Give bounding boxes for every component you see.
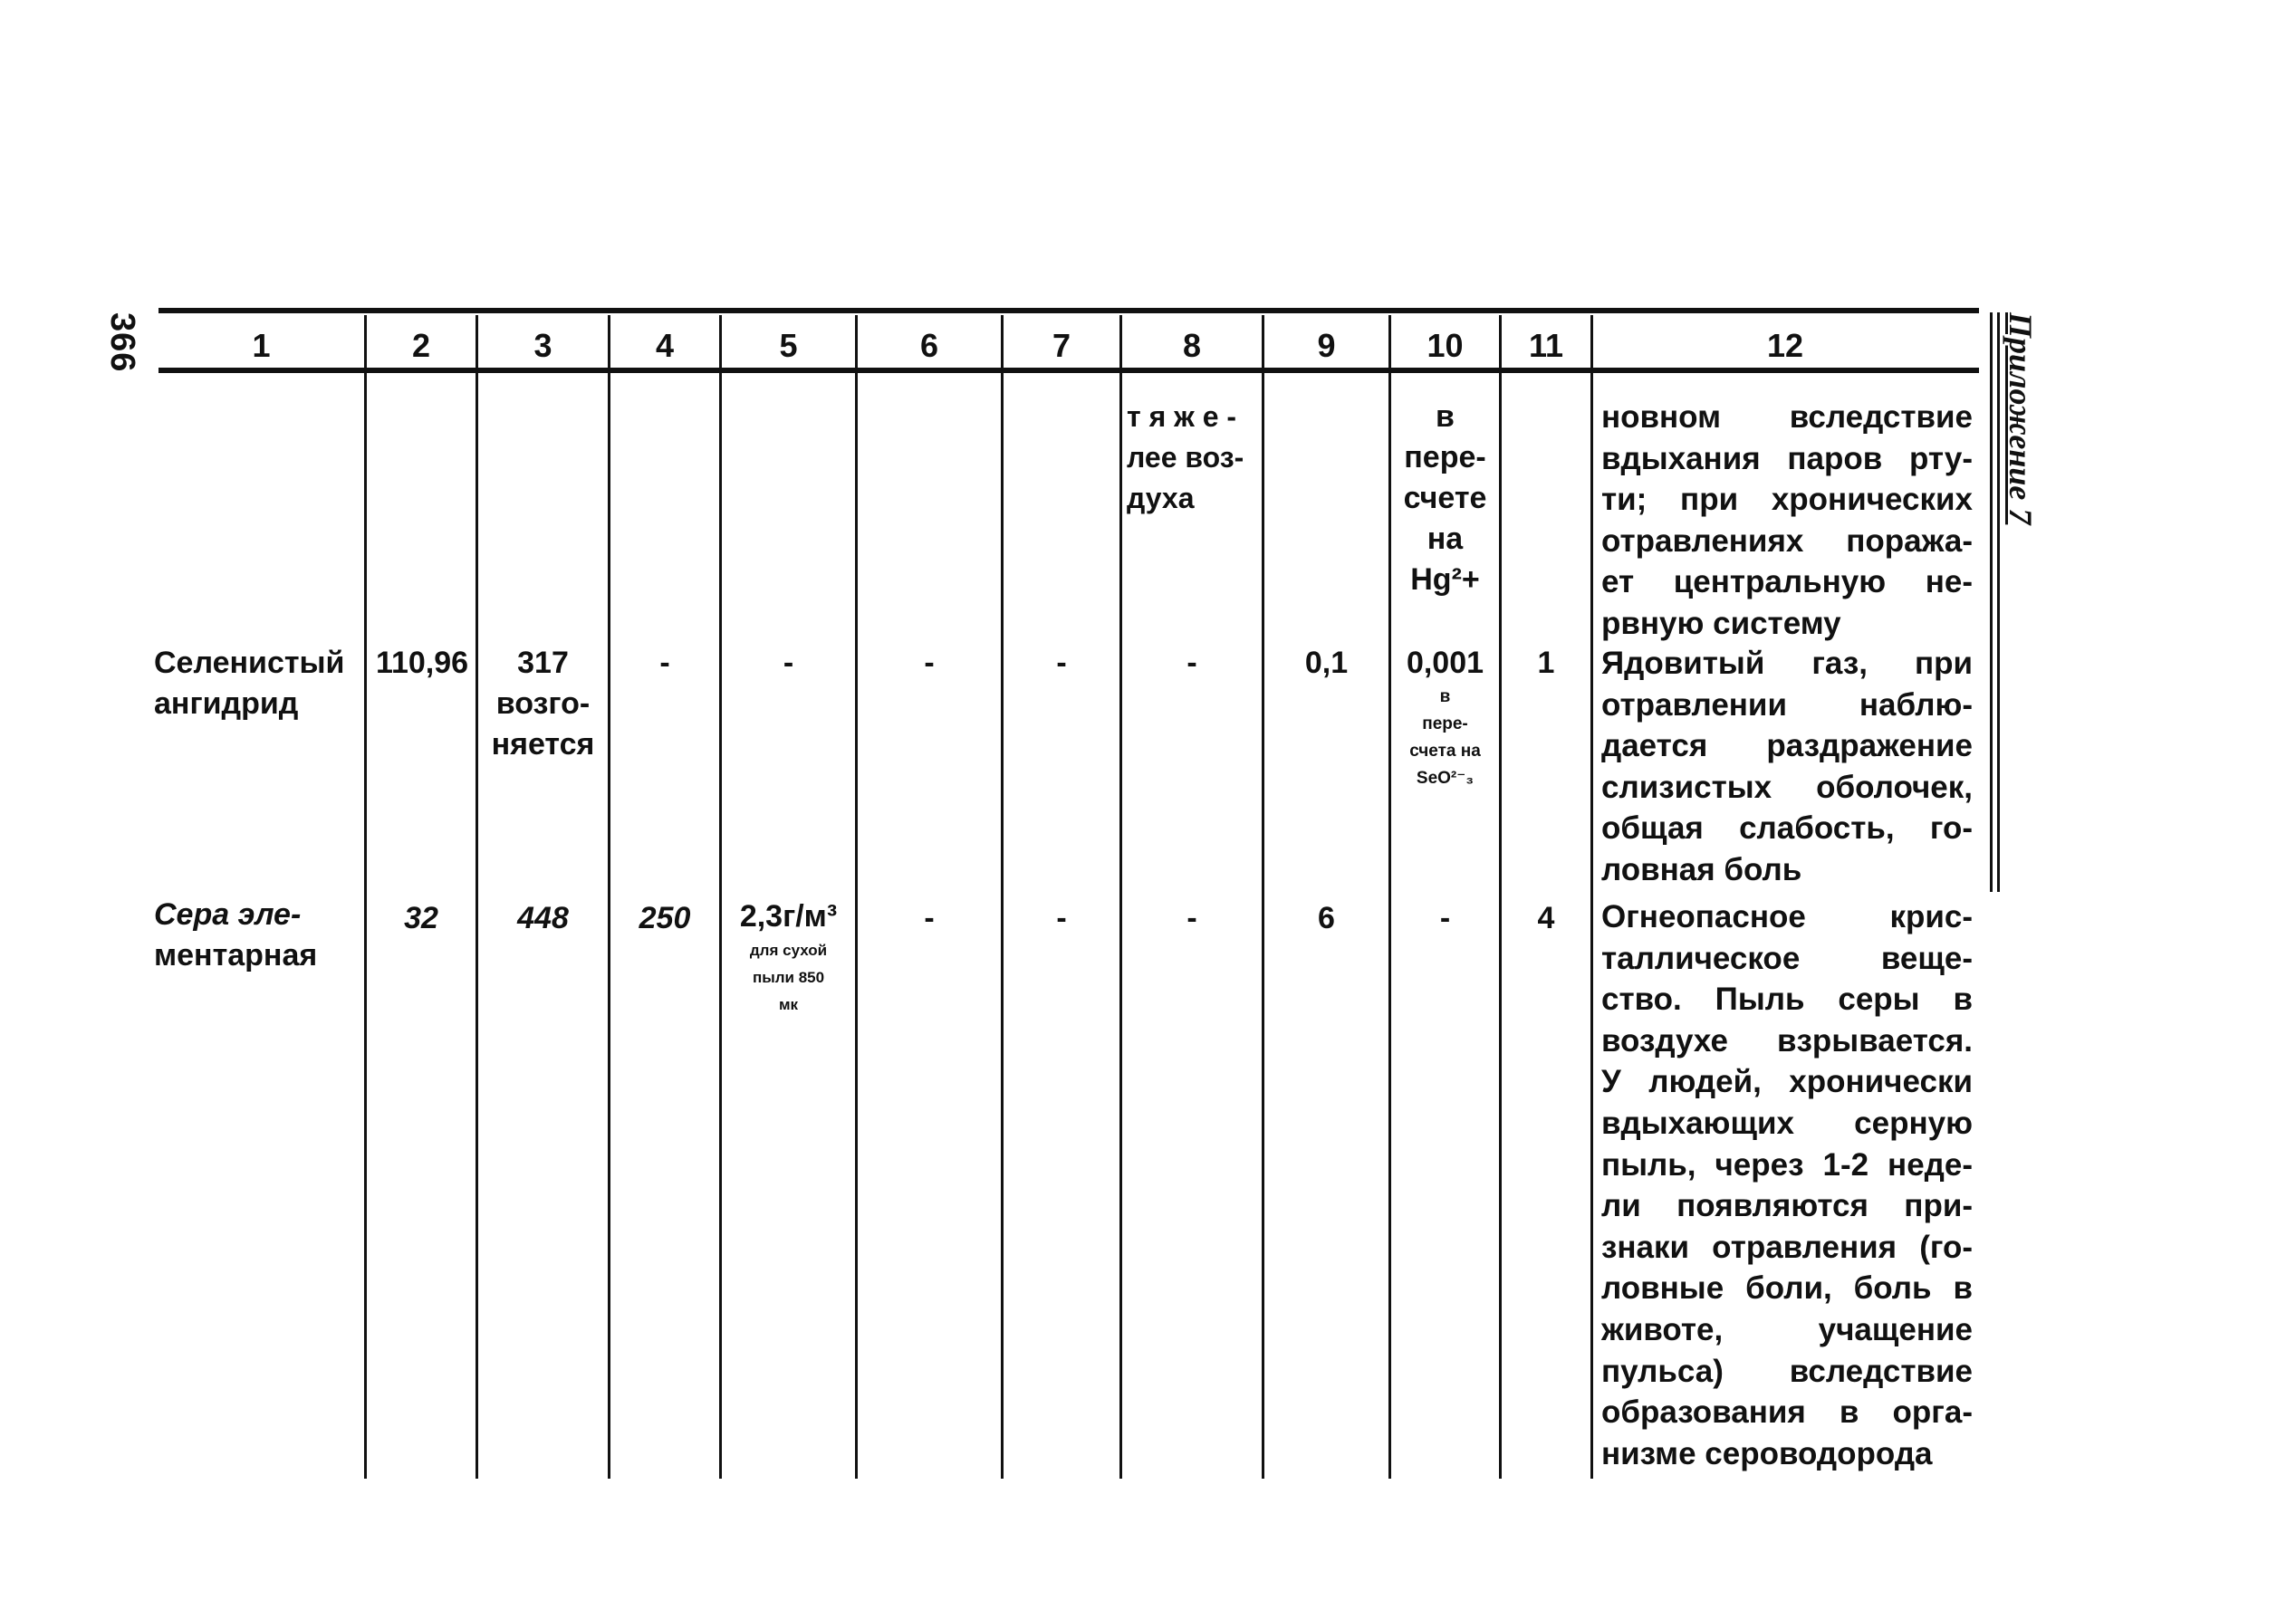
side-rule-left [1990, 312, 1993, 892]
col-divider-11-12 [1590, 315, 1593, 1479]
row2-col3: 448 [517, 901, 569, 935]
header-col-11: 11 [1528, 327, 1564, 364]
header-col-8: 8 [1182, 327, 1202, 364]
appendix-label: Приложение 7 [2003, 312, 2039, 525]
row1-col2: 110,96 [375, 646, 469, 680]
col-divider-3-4 [608, 315, 610, 1479]
row1-col8: - [1186, 646, 1197, 680]
col-divider-8-9 [1262, 315, 1264, 1479]
row2-col2: 32 [404, 901, 438, 935]
header-col-9: 9 [1317, 327, 1336, 364]
header-col-7: 7 [1052, 327, 1071, 364]
continuation-col12: новном вследствие вдыхания паров рту- ти; при хронических отравлениях поража- ет центральную не- рвную систему [1601, 399, 1973, 641]
row2-col7: - [1056, 901, 1067, 935]
header-col-3: 3 [533, 327, 552, 364]
header-col-12: 12 [1766, 327, 1804, 364]
table-top-rule [159, 308, 1979, 313]
continuation-col8: т я ж е - лее воз- духа [1127, 400, 1244, 514]
page-number: 366 [103, 312, 141, 373]
header-col-1: 1 [252, 327, 271, 364]
col-divider-2-3 [476, 315, 478, 1479]
col-divider-10-11 [1499, 315, 1502, 1479]
header-bottom-rule [159, 368, 1979, 373]
row1-name: Селенистый ангидрид [154, 646, 345, 721]
row2-name: Сера эле- ментарная [154, 897, 318, 972]
row2-col9: 6 [1318, 901, 1335, 935]
side-rule-right [1997, 312, 2000, 892]
row1-col7: - [1056, 646, 1067, 680]
header-col-4: 4 [655, 327, 675, 364]
col-divider-1-2 [364, 315, 367, 1479]
row1-col6: - [924, 646, 935, 680]
row1-description: Ядовитый газ, при отравлении наблю- дается раздражение слизистых оболочек, общая слабость, го- ловная боль [1601, 646, 1973, 887]
row2-col11: 4 [1537, 901, 1555, 935]
header-col-6: 6 [919, 327, 939, 364]
row1-col11: 1 [1537, 646, 1555, 680]
header-col-5: 5 [779, 327, 798, 364]
row1-col9: 0,1 [1304, 646, 1349, 680]
col-divider-6-7 [1001, 315, 1004, 1479]
row1-col4: - [659, 646, 670, 680]
row1-col10: 0,001 в пере- счета на SeO²⁻₃ [1406, 646, 1484, 788]
header-col-10: 10 [1427, 327, 1464, 364]
continuation-col10: в пере- счете на Hg²+ [1403, 399, 1487, 597]
row2-col6: - [924, 901, 935, 935]
col-divider-7-8 [1119, 315, 1122, 1479]
header-col-2: 2 [411, 327, 431, 364]
row1-col3: 317 возго- няется [491, 646, 595, 762]
row2-col10: - [1439, 901, 1451, 935]
row2-col8: - [1186, 901, 1197, 935]
row2-col4: 250 [639, 901, 691, 935]
row2-description: Огнеопасное крис- таллическое веще- ство. Пыль серы в воздухе взрывается. У людей, хронически вдыхающих серную пыль, через 1-2 неде- ли появляются при- знаки отравления (го- ловные боли, боль в животе, учащение пульса) вследствие образования в орга- низме сероводорода [1601, 899, 1973, 1471]
row1-col5: - [783, 646, 794, 680]
row2-col5: 2,3г/м³ для сухой пыли 850 мк [739, 899, 838, 1013]
col-divider-5-6 [855, 315, 858, 1479]
